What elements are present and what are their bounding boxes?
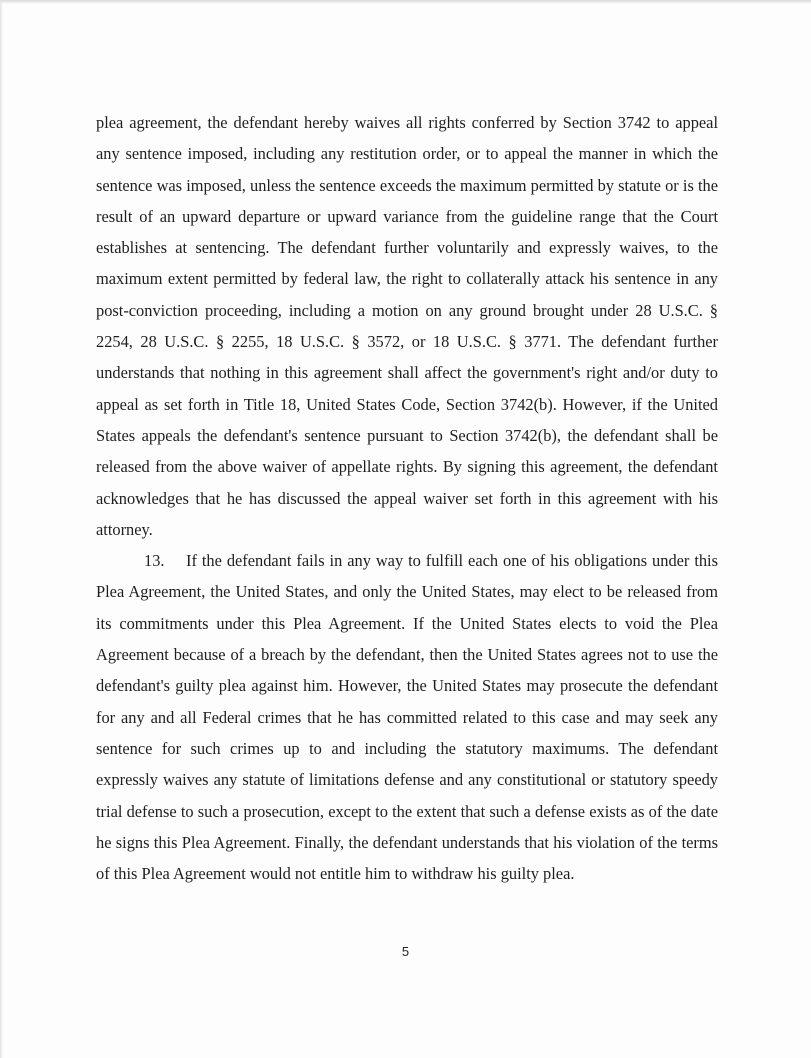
paragraph-13-number: 13. [144, 551, 165, 571]
scan-left-edge [0, 0, 3, 1058]
document-body [96, 107, 718, 889]
page-number: 5 [401, 944, 410, 959]
scan-top-edge [0, 0, 811, 4]
paragraph-13 [96, 545, 718, 889]
paragraph-13-text: If the defendant fails in any way to fulfill each one of his obligations under this Plea Agreement, the United States, and only the United States, may elect to be released from its commitments under this Plea Agreement. If the United States elects to void the Plea Agreement because of a breach by the defendant, then the United States agrees not to use the defendant's guilty plea against him. However, the United States may prosecute the defendant for any and all Federal crimes that he has committed related to this case and may seek any sentence for such crimes up to and including the statutory maximums. The defendant expressly waives any statute of limitations defense and any constitutional or statutory speedy trial defense to such a prosecution, except to the extent that such a defense exists as of the date he signs this Plea Agreement. Finally, the defendant understands that his violation of the terms of this Plea Agreement would not entitle him to withdraw his guilty plea. [96, 551, 718, 884]
appeal-waiver-paragraph: plea agreement, the defendant hereby waives all rights conferred by Section 3742 to appeal any sentence imposed, including any restitution order, or to appeal the manner in which the sentence was imposed, unless the sentence exceeds the maximum permitted by statute or is the result of an upward departure or upward variance from the guideline range that the Court establishes at sentencing. The defendant further voluntarily and expressly waives, to the maximum extent permitted by federal law, the right to collaterally attack his sentence in any post-conviction proceeding, including a motion on any ground brought under 28 U.S.C. § 2254, 28 U.S.C. § 2255, 18 U.S.C. § 3572, or 18 U.S.C. § 3771. The defendant further understands that nothing in this agreement shall affect the government's right and/or duty to appeal as set forth in Title 18, United States Code, Section 3742(b). However, if the United States appeals the defendant's sentence pursuant to Section 3742(b), the defendant shall be released from the above waiver of appellate rights. By signing this agreement, the defendant acknowledges that he has discussed the appeal waiver set forth in this agreement with his attorney. [96, 113, 718, 539]
